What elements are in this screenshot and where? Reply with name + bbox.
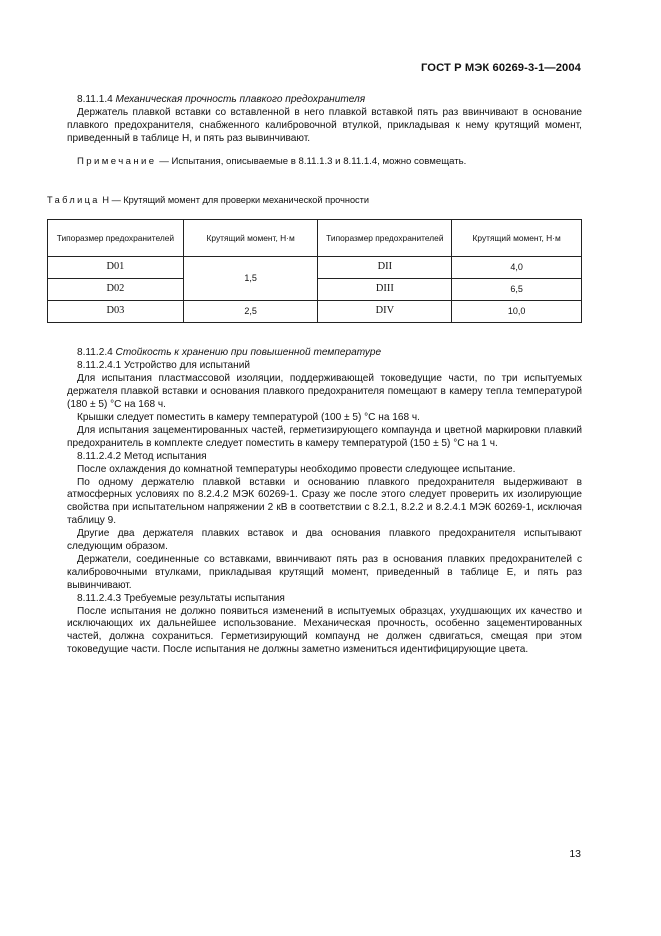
paragraph: Для испытания пластмассовой изоляции, поддерживающей токоведущие части, по три испытуемых держателя плавкой вставки и основания плавкого предохранителя помещают в камеру тепла температурой (180 ± 5) °С на 168 ч. xyxy=(67,373,582,411)
table-cell: D03 xyxy=(48,301,184,323)
note xyxy=(67,156,582,169)
table-cell: 2,5 xyxy=(183,301,318,323)
torque-table xyxy=(47,219,582,323)
note-label: Примечание xyxy=(77,155,157,167)
table-row xyxy=(48,257,582,279)
document-body xyxy=(47,94,582,657)
section-8-11-2-4-heading xyxy=(67,347,582,360)
column-header: Крутящий момент, Н·м xyxy=(452,220,582,257)
paragraph: Держатель плавкой вставки со вставленной в него плавкой вставкой пять раз ввинчивают в основание плавкого предохранителя, снабженного калибровочной втулкой, прикладывая к нему крутящий момент, приведенный в таблице Н, и пять раз вывинчивают. xyxy=(67,106,582,144)
paragraph: После охлаждения до комнатной температуры необходимо провести следующее испытание. xyxy=(77,463,516,475)
table-cell: 10,0 xyxy=(452,301,582,323)
table-cell: DIII xyxy=(318,279,452,301)
table-cell: DII xyxy=(318,257,452,279)
paragraph: Для испытания зацементированных частей, герметизирующего компаунда и цветной маркировки плавкий предохранитель в комплекте следует поместить в камеру температурой (150 ± 5) °С на 1 ч. xyxy=(67,424,582,449)
subsection-heading: 8.11.2.4.1 Устройство для испытаний xyxy=(77,360,250,372)
section-title: Стойкость к хранению при повышенной температуре xyxy=(115,347,382,359)
table-row xyxy=(48,301,582,323)
paragraph: Держатели, соединенные со вставками, ввинчивают пять раз в основания плавких предохранителей с калибровочными втулками, прикладывая крутящий момент, приведенный в таблице Е, и пять раз вывинчивают. xyxy=(67,553,582,591)
column-header: Типоразмер предохранителей xyxy=(318,220,452,257)
document-code-header: ГОСТ Р МЭК 60269-3-1—2004 xyxy=(420,62,581,74)
paragraph: Другие два держателя плавких вставок и два основания плавкого предохранителя испытывают следующим образом. xyxy=(67,528,582,553)
table-cell: 6,5 xyxy=(452,279,582,301)
subsection-heading: 8.11.2.4.3 Требуемые результаты испытания xyxy=(77,592,285,604)
table-cell: DIV xyxy=(318,301,452,323)
table-caption xyxy=(47,194,582,207)
subsection-heading: 8.11.2.4.2 Метод испытания xyxy=(77,450,207,462)
table-cell: D01 xyxy=(48,257,184,279)
paragraph: По одному держателю плавкой вставки и основанию плавкого предохранителя выдерживают в атмосферных условиях по 8.2.4.2 МЭК 60269-1. Сразу же после этого следует проверить их изолирующие свойства при испытательном напряжении 2 кВ в соответствии с 8.2.1, 8.2.2 и 8.2.4.1 МЭК 60269-1, исключая таблицу 9. xyxy=(67,476,582,527)
paragraph: Крышки следует поместить в камеру температурой (100 ± 5) °С на 168 ч. xyxy=(77,411,420,423)
table-caption-label: Таблица xyxy=(47,194,100,205)
section-number: 8.11.2.4 xyxy=(77,347,113,359)
paragraph: После испытания не должно появиться изменений в испытуемых образцах, ухудшающих их качество и исключающих их дальнейшее использование. Механическая прочность, особенно зацементированных частей, должна сохраниться. Герметизирующий компаунд не должен сдвигаться, смещая при этом токоведущие части. После испытания не должны заметно измениться идентифицирующие цвета. xyxy=(67,605,582,656)
table-cell: 1,5 xyxy=(183,257,318,301)
page-number: 13 xyxy=(569,848,581,860)
table-caption-text: Н — Крутящий момент для проверки механической прочности xyxy=(102,194,369,205)
column-header: Крутящий момент, Н·м xyxy=(183,220,318,257)
section-number: 8.11.1.4 xyxy=(77,94,113,105)
table-cell: D02 xyxy=(48,279,184,301)
table-header-row xyxy=(48,220,582,257)
note-text: — Испытания, описываемые в 8.11.1.3 и 8.11.1.4, можно совмещать. xyxy=(159,155,467,167)
section-8-11-1-4-heading xyxy=(67,94,582,107)
section-title: Механическая прочность плавкого предохранителя xyxy=(115,94,366,105)
table-cell: 4,0 xyxy=(452,257,582,279)
column-header: Типоразмер предохранителей xyxy=(48,220,184,257)
